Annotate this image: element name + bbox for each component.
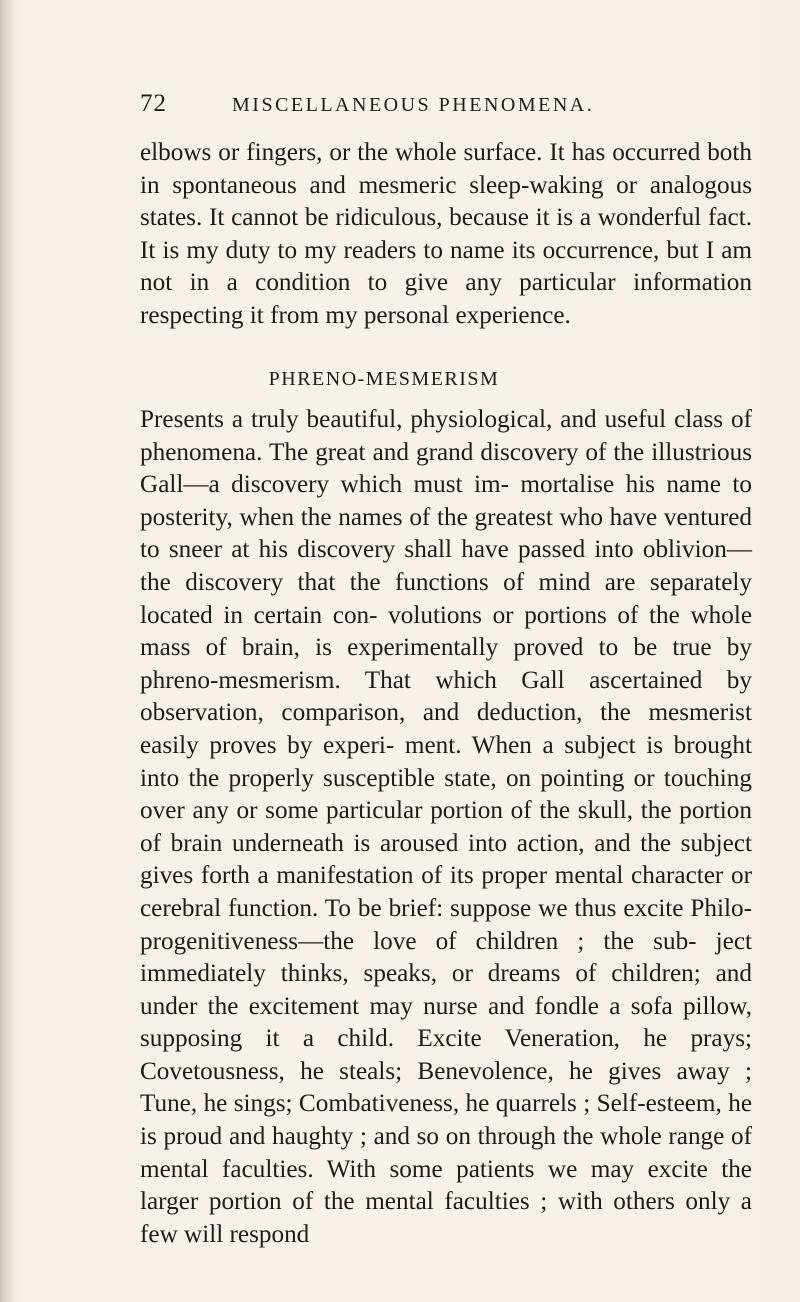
- page-header: [140, 90, 752, 130]
- paragraph-text: elbows or fingers, or the whole surface. It has occurred both in spontaneous and mesmeric sleep-waking or analogous states. It cannot be ridiculous, because it is a wonderful fact. It is my duty to my readers to name its occurrence, but I am not in a condition to give any particular information respecting it from my personal experience.: [140, 139, 752, 329]
- running-head: MISCELLANEOUS PHENOMENA.: [232, 94, 595, 116]
- section-heading: PHRENO-MESMERISM: [268, 368, 500, 390]
- page-gutter-shadow: [0, 0, 14, 1302]
- paragraph-text: Presents a truly beautiful, physiological, and useful class of phenomena. The great and grand discovery of the illustrious Gall—a discovery which must im- mortalise his name to posterity, when the names of the greatest who have ventured to sneer at his discovery shall have passed into oblivion—the discovery that the functions of mind are separately located in certain con- volutions or portions of the whole mass of brain, is experimentally proved to be true by phreno-mesmerism. That which Gall ascertained by observation, comparison, and deduction, the mesmerist easily proves by experi- ment. When a subject is brought into the properly susceptible state, on pointing or touching over any or some particular portion of the skull, the portion of brain underneath is aroused into action, and the subject gives forth a manifestation of its proper mental character or cerebral function. To be brief: suppose we thus excite Philo-progenitiveness—the love of children ; the sub- ject immediately thinks, speaks, or dreams of children; and under the excitement may nurse and fondle a sofa pillow, supposing it a child. Excite Veneration, he prays; Covetousness, he steals; Benevolence, he gives away ; Tune, he sings; Combativeness, he quarrels ; Self-esteem, he is proud and haughty ; and so on through the whole range of mental faculties. With some patients we may excite the larger portion of the mental faculties ; with others only a few will respond: [140, 406, 752, 1248]
- paragraph-continuation: [140, 137, 752, 333]
- page-number: 72: [140, 90, 167, 117]
- paragraph-phreno-mesmerism: [140, 404, 752, 1251]
